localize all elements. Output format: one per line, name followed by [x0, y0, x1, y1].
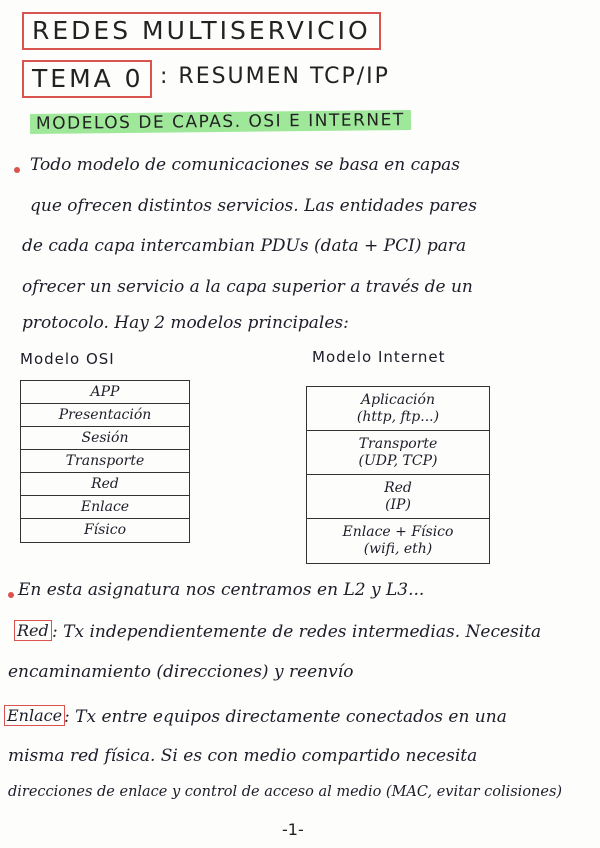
- layer-name: Red: [384, 479, 412, 496]
- bullet-dot: [14, 167, 20, 173]
- internet-layer-application: [307, 387, 489, 431]
- section-subtitle: MODELOS DE CAPAS. OSI E INTERNET: [30, 110, 411, 134]
- internet-layer-stack: [306, 386, 490, 564]
- layer-detail: (wifi, eth): [363, 541, 433, 557]
- page-title: REDES MULTISERVICIO: [22, 12, 381, 50]
- page-number: -1-: [282, 820, 304, 839]
- enlace-def-line-3: direcciones de enlace y control de acceso al medio (MAC, evitar colisiones): [8, 784, 563, 800]
- enlace-term: Enlace: [4, 705, 65, 726]
- layer-name: Transporte: [358, 435, 438, 452]
- layer-detail: (UDP, TCP): [358, 452, 438, 469]
- tema-title: : RESUMEN TCP/IP: [160, 64, 390, 89]
- layer-name: Aplicación: [361, 391, 435, 408]
- layer-name: Enlace + Físico: [342, 524, 454, 540]
- intro-line-1: Todo modelo de comunicaciones se basa en capas: [30, 155, 460, 175]
- focus-line: En esta asignatura nos centramos en L2 y L3...: [18, 580, 425, 600]
- layer-detail: (IP): [385, 496, 411, 513]
- intro-line-5: protocolo. Hay 2 modelos principales:: [22, 313, 349, 333]
- osi-layer-session: Sesión: [21, 427, 189, 450]
- osi-layer-app: APP: [21, 381, 189, 404]
- internet-label: Modelo Internet: [312, 348, 446, 366]
- osi-layer-presentation: Presentación: [21, 404, 189, 427]
- red-term: Red: [14, 620, 52, 641]
- intro-line-4: ofrecer un servicio a la capa superior a través de un: [22, 277, 473, 297]
- bullet-dot: [8, 592, 14, 598]
- osi-layer-transport: Transporte: [21, 450, 189, 473]
- intro-line-2: que ofrecen distintos servicios. Las entidades pares: [30, 196, 477, 216]
- enlace-def-line-2: misma red física. Si es con medio compartido necesita: [8, 746, 478, 766]
- red-def-line-1: : Tx independientemente de redes intermedias. Necesita: [52, 622, 542, 642]
- osi-label: Modelo OSI: [20, 350, 115, 368]
- osi-layer-stack: [20, 380, 190, 543]
- internet-layer-link-physical: [307, 519, 489, 563]
- layer-detail: (http, ftp...): [356, 408, 440, 425]
- osi-layer-link: Enlace: [21, 496, 189, 519]
- internet-layer-transport: [307, 431, 489, 475]
- red-def-line-2: encaminamiento (direcciones) y reenvío: [8, 662, 354, 682]
- internet-layer-network: [307, 475, 489, 519]
- osi-layer-network: Red: [21, 473, 189, 496]
- osi-layer-physical: Físico: [83, 522, 127, 538]
- enlace-def-line-1: : Tx entre equipos directamente conectados en una: [64, 707, 507, 727]
- tema-label: TEMA 0: [22, 60, 152, 98]
- intro-line-3: de cada capa intercambian PDUs (data + PCI) para: [22, 236, 467, 256]
